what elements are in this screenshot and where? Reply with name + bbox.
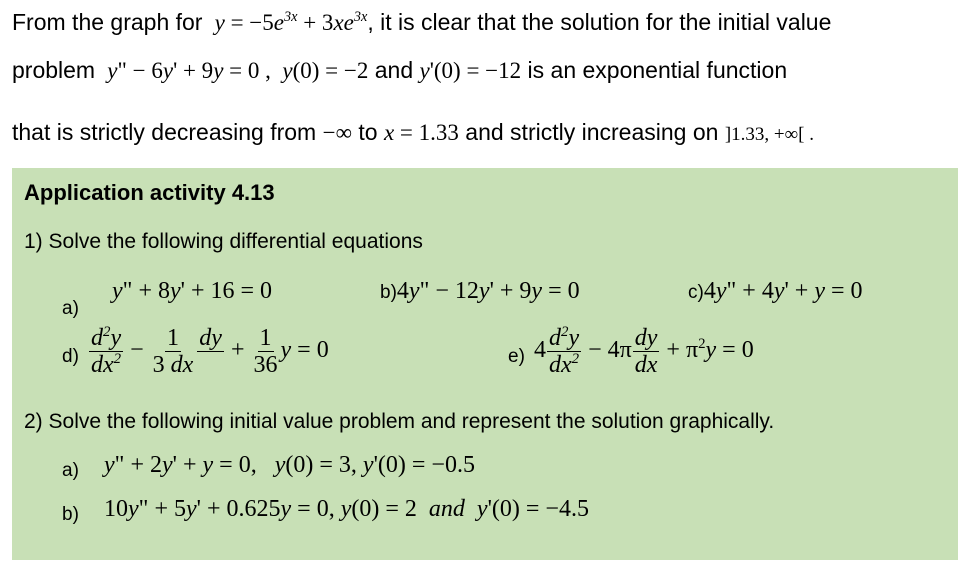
interval: ]1.33, +∞[ . (724, 124, 814, 145)
intro-text-3-to: to (358, 119, 378, 145)
intro-text-1a: From the graph for (12, 9, 203, 35)
intro-line-1 (12, 8, 831, 37)
equation-2b: 10y" + 5y' + 0.625y = 0, y(0) = 2 and y'(0) = −4.5 (104, 496, 589, 522)
intro-line-2 (12, 56, 787, 85)
label-e: e) (508, 346, 525, 367)
intro-text-2b: is an exponential function (527, 57, 788, 83)
equation-1a: y" + 8y' + 16 = 0 (112, 278, 273, 304)
label-c: c) (688, 282, 704, 303)
function-y-equation: $y = -5e^{3x} + 3xe^{3x}$ (208, 9, 368, 35)
intro-text-2a: problem (12, 57, 96, 83)
label-b: b) (380, 282, 397, 303)
and-word: and (428, 496, 465, 522)
ode-equation: y" − 6y' + 9y = 0 , y(0) = −2 (101, 58, 369, 83)
intro-text-3-mid: and strictly increasing on (465, 119, 719, 145)
question-2: 2) Solve the following initial value problem and represent the solution graphically. (24, 410, 775, 433)
intro-text-3a: that is strictly decreasing from (12, 119, 317, 145)
label-2b: b) (62, 504, 79, 525)
label-d: d) (62, 346, 79, 367)
label-2a: a) (62, 460, 79, 481)
x-equals-value: x = 1.33 (383, 120, 459, 145)
label-a: a) (62, 298, 79, 319)
intro-text-1b: , it is clear that the solution for the initial value (367, 9, 832, 35)
question-1: 1) Solve the following differential equations (24, 230, 423, 253)
equation-1e: 4 $\frac{d^2y}{dx^2}$ − 4π $\frac{dy}{dx}$ + $\pi^2y = 0$ (534, 324, 754, 378)
equation-1d: $\frac{d^2y}{dx^2}$ − $\frac{1}{3 dx}$ dy + $\frac{1}{36}$ y = 0 (91, 324, 329, 378)
activity-title: Application activity 4.13 (24, 180, 275, 205)
equation-1b: b)4y" − 12y' + 9y = 0 (380, 278, 580, 304)
equation-1c: c)4y" + 4y' + y = 0 (688, 278, 863, 304)
application-activity-box (12, 168, 958, 560)
equation-2a: y" + 2y' + y = 0, y(0) = 3, y'(0) = −0.5 (104, 452, 475, 478)
neg-infinity: −∞ (322, 120, 352, 145)
initial-condition-derivative: y'(0) = −12 (419, 58, 522, 83)
intro-text-2-and: and (374, 57, 414, 83)
intro-line-3 (12, 118, 814, 149)
